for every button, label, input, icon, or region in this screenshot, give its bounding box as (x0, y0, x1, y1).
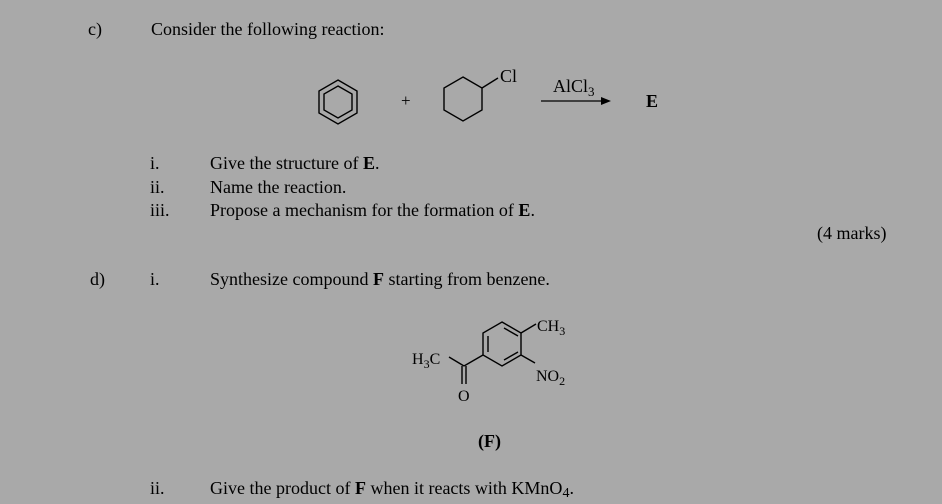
item-d-ii-number: ii. (150, 478, 165, 498)
part-d-label: d) (90, 269, 105, 289)
part-c-label: c) (88, 19, 102, 39)
item-c-i-number: i. (150, 153, 160, 173)
h3c-label: $H_3C$ (412, 351, 441, 371)
compound-f-caption: (F) (478, 431, 501, 451)
benzene-structure (319, 80, 357, 124)
item-c-i-text: Give the structure of E. (210, 153, 380, 173)
item-c-ii-text: Name the reaction. (210, 177, 347, 197)
item-d-i-text: Synthesize compound F starting from benzene. (210, 269, 550, 289)
item-d-ii-text: Give the product of F when it reacts with KMnO4. (210, 478, 574, 501)
item-d-i-number: i. (150, 269, 160, 289)
ch3-label: $CH_3$ (537, 318, 566, 338)
oxygen-label: O (458, 388, 470, 405)
product-e-label: E (646, 91, 659, 111)
item-c-iii-text: Propose a mechanism for the formation of E. (210, 200, 535, 220)
chlorocyclohexane-structure (444, 77, 498, 121)
item-c-ii-number: ii. (150, 177, 165, 197)
reaction-arrow (541, 97, 611, 105)
no2-label: $NO_2$ (536, 368, 566, 388)
compound-f-structure (449, 322, 536, 384)
reagent-label: AlCl$_3$ (553, 76, 595, 99)
marks-label: (4 marks) (817, 223, 887, 243)
item-c-iii-number: iii. (150, 200, 170, 220)
chlorine-label: Cl (500, 66, 518, 86)
part-c-intro: Consider the following reaction: (151, 19, 385, 39)
plus-sign: + (401, 91, 411, 110)
